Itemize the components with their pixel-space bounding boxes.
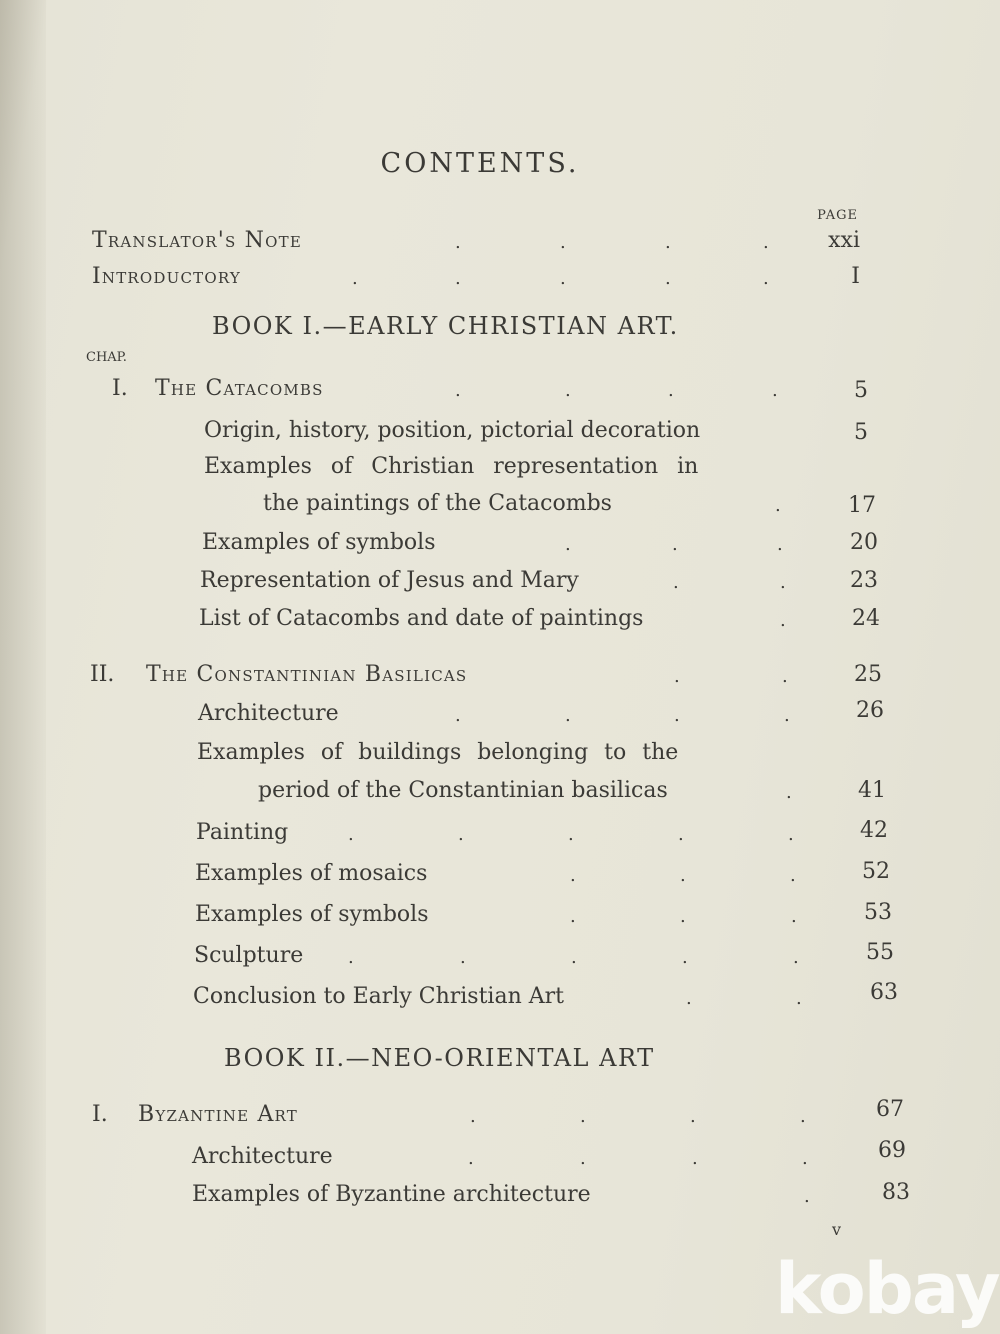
leader-dot: . bbox=[668, 380, 674, 401]
toc-subentry: Representation of Jesus and Mary bbox=[200, 568, 579, 593]
leader-dot: . bbox=[690, 1106, 696, 1127]
page-number: 42 bbox=[860, 818, 888, 843]
page-number: 69 bbox=[878, 1138, 906, 1163]
page-number: 5 bbox=[854, 378, 868, 403]
toc-subentry-continued: the paintings of the Catacombs bbox=[263, 491, 612, 516]
leader-dot: . bbox=[674, 666, 680, 687]
leader-dot: . bbox=[560, 268, 566, 289]
leader-dot: . bbox=[674, 705, 680, 726]
toc-subentry: Examples of mosaics bbox=[195, 861, 428, 886]
toc-subentry: Examples of symbols bbox=[202, 530, 436, 555]
book-heading: BOOK I.—EARLY CHRISTIAN ART. bbox=[212, 312, 679, 340]
toc-subentry: Examples of Byzantine architecture bbox=[192, 1182, 591, 1207]
leader-dot: . bbox=[565, 705, 571, 726]
toc-subentry: Painting bbox=[196, 820, 289, 845]
leader-dot: . bbox=[680, 906, 686, 927]
toc-subentry: Architecture bbox=[198, 701, 339, 726]
leader-dot: . bbox=[772, 380, 778, 401]
folio-number: v bbox=[832, 1220, 842, 1239]
page-number: 5 bbox=[854, 420, 868, 445]
chap-column-header: CHAP. bbox=[86, 350, 127, 365]
toc-entry-translators-note: Translator's Note bbox=[92, 228, 302, 253]
leader-dot: . bbox=[777, 534, 783, 555]
page-number: 63 bbox=[870, 980, 898, 1005]
leader-dot: . bbox=[568, 824, 574, 845]
toc-entry-introductory: Introductory bbox=[92, 264, 241, 289]
book-heading: BOOK II.—NEO-ORIENTAL ART bbox=[224, 1044, 655, 1072]
leader-dot: . bbox=[793, 947, 799, 968]
toc-subentry-continued: period of the Constantinian basilicas bbox=[258, 778, 668, 803]
toc-subentry: Conclusion to Early Christian Art bbox=[193, 984, 564, 1009]
toc-subentry: Architecture bbox=[192, 1144, 333, 1169]
leader-dot: . bbox=[348, 824, 354, 845]
page-number: 41 bbox=[858, 778, 886, 803]
toc-subentry: Examples of symbols bbox=[195, 902, 429, 927]
leader-dot: . bbox=[786, 782, 792, 803]
leader-dot: . bbox=[678, 824, 684, 845]
watermark-logo: kobay bbox=[775, 1248, 999, 1330]
leader-dot: . bbox=[460, 947, 466, 968]
leader-dot: . bbox=[682, 947, 688, 968]
leader-dot: . bbox=[791, 906, 797, 927]
page-number: 17 bbox=[848, 493, 876, 518]
leader-dot: . bbox=[468, 1148, 474, 1169]
leader-dot: . bbox=[665, 232, 671, 253]
chapter-title: Byzantine Art bbox=[138, 1102, 298, 1127]
leader-dot: . bbox=[680, 865, 686, 886]
leader-dot: . bbox=[782, 666, 788, 687]
leader-dot: . bbox=[560, 232, 566, 253]
page-number: xxi bbox=[828, 228, 860, 253]
leader-dot: . bbox=[352, 268, 358, 289]
page-number: 52 bbox=[862, 859, 890, 884]
leader-dot: . bbox=[348, 947, 354, 968]
page-number: 25 bbox=[854, 662, 882, 687]
leader-dot: . bbox=[784, 705, 790, 726]
leader-dot: . bbox=[455, 380, 461, 401]
leader-dot: . bbox=[455, 268, 461, 289]
chapter-numeral: I. bbox=[92, 1102, 108, 1127]
page-number: 53 bbox=[864, 900, 892, 925]
leader-dot: . bbox=[802, 1148, 808, 1169]
leader-dot: . bbox=[780, 572, 786, 593]
page-title: CONTENTS. bbox=[380, 148, 580, 179]
chapter-title: The Catacombs bbox=[155, 376, 324, 401]
leader-dot: . bbox=[692, 1148, 698, 1169]
leader-dot: . bbox=[580, 1148, 586, 1169]
leader-dot: . bbox=[665, 268, 671, 289]
chapter-numeral: I. bbox=[112, 376, 128, 401]
toc-subentry: Examples of buildings belonging to the bbox=[197, 740, 679, 765]
chapter-numeral: II. bbox=[90, 662, 115, 687]
toc-subentry: Examples of Christian representation in bbox=[204, 454, 699, 479]
page-number: 20 bbox=[850, 530, 878, 555]
leader-dot: . bbox=[796, 988, 802, 1009]
leader-dot: . bbox=[788, 824, 794, 845]
leader-dot: . bbox=[470, 1106, 476, 1127]
leader-dot: . bbox=[565, 534, 571, 555]
leader-dot: . bbox=[672, 534, 678, 555]
page-number: 67 bbox=[876, 1097, 904, 1122]
leader-dot: . bbox=[686, 988, 692, 1009]
leader-dot: . bbox=[763, 232, 769, 253]
page-number: 83 bbox=[882, 1180, 910, 1205]
page-number: 23 bbox=[850, 568, 878, 593]
leader-dot: . bbox=[780, 610, 786, 631]
leader-dot: . bbox=[565, 380, 571, 401]
toc-subentry: Sculpture bbox=[194, 943, 304, 968]
leader-dot: . bbox=[800, 1106, 806, 1127]
leader-dot: . bbox=[458, 824, 464, 845]
leader-dot: . bbox=[571, 947, 577, 968]
toc-subentry: Origin, history, position, pictorial decoration bbox=[204, 418, 701, 443]
leader-dot: . bbox=[775, 495, 781, 516]
leader-dot: . bbox=[570, 906, 576, 927]
leader-dot: . bbox=[790, 865, 796, 886]
chapter-title: The Constantinian Basilicas bbox=[146, 662, 468, 687]
page-column-header: PAGE bbox=[817, 208, 858, 223]
leader-dot: . bbox=[673, 572, 679, 593]
page-number: I bbox=[851, 264, 860, 289]
leader-dot: . bbox=[580, 1106, 586, 1127]
leader-dot: . bbox=[455, 705, 461, 726]
page-number: 24 bbox=[852, 606, 880, 631]
toc-subentry: List of Catacombs and date of paintings bbox=[199, 606, 644, 631]
leader-dot: . bbox=[570, 865, 576, 886]
page-number: 55 bbox=[866, 940, 894, 965]
binding-shadow bbox=[0, 0, 46, 1334]
page-number: 26 bbox=[856, 698, 884, 723]
leader-dot: . bbox=[804, 1186, 810, 1207]
leader-dot: . bbox=[455, 232, 461, 253]
leader-dot: . bbox=[763, 268, 769, 289]
